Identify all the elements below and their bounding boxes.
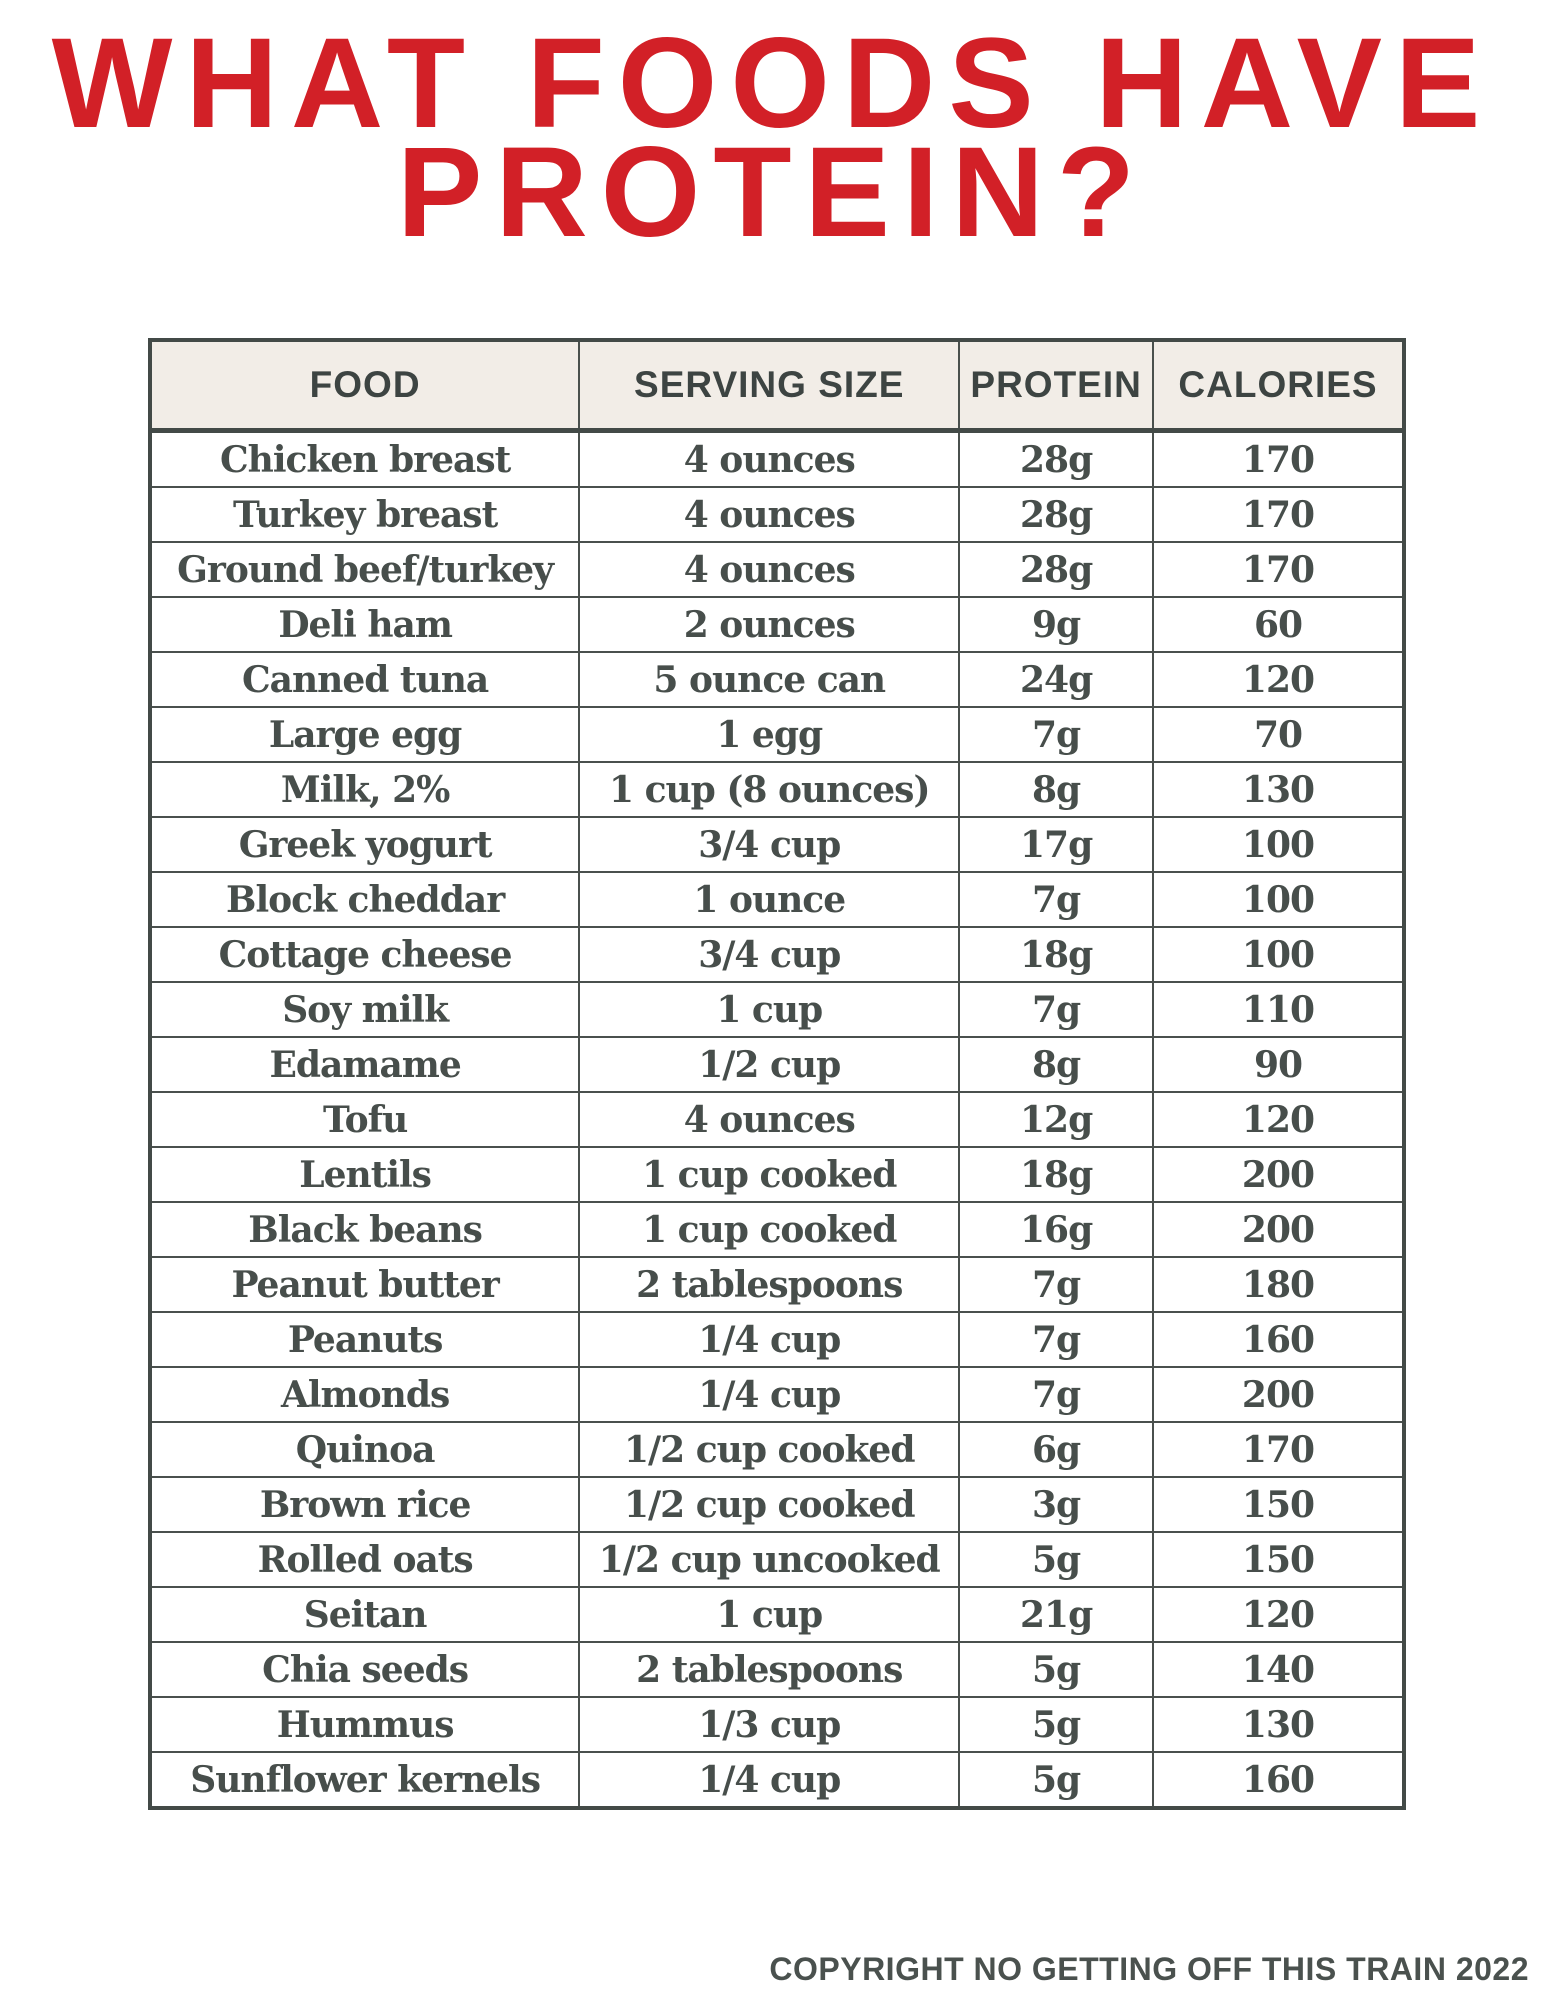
cell-food: Turkey breast: [233, 493, 498, 536]
table-body: [152, 433, 1402, 1806]
cell-calories: 110: [1152, 983, 1402, 1036]
cell-serving-size: 1/2 cup: [578, 1038, 958, 1091]
cell-calories: 120: [1152, 653, 1402, 706]
cell-protein: 7g: [958, 873, 1152, 926]
cell-food: Milk, 2%: [280, 768, 450, 811]
cell-protein: 8g: [958, 763, 1152, 816]
cell-protein: 24g: [958, 653, 1152, 706]
cell-food: Almonds: [280, 1373, 450, 1416]
column-header-calories: CALORIES: [1152, 342, 1402, 428]
cell-serving-size: 5 ounce can: [578, 653, 958, 706]
cell-protein: 21g: [958, 1588, 1152, 1641]
cell-protein: 28g: [958, 543, 1152, 596]
cell-food: Tofu: [322, 1098, 408, 1141]
cell-food: Rolled oats: [257, 1538, 473, 1581]
table-row: [152, 1588, 1402, 1643]
cell-serving-size: 4 ounces: [578, 543, 958, 596]
cell-serving-size: 1 ounce: [578, 873, 958, 926]
table-row: [152, 488, 1402, 543]
cell-serving-size: 1/3 cup: [578, 1698, 958, 1751]
cell-protein: 28g: [958, 433, 1152, 486]
column-header-protein: PROTEIN: [958, 342, 1152, 428]
cell-calories: 150: [1152, 1478, 1402, 1531]
cell-food: Chia seeds: [262, 1648, 469, 1691]
cell-serving-size: 2 ounces: [578, 598, 958, 651]
table-row: [152, 1093, 1402, 1148]
cell-calories: 100: [1152, 818, 1402, 871]
table-row: [152, 653, 1402, 708]
cell-food: Quinoa: [295, 1428, 435, 1471]
cell-serving-size: 2 tablespoons: [578, 1643, 958, 1696]
cell-serving-size: 1/2 cup cooked: [578, 1423, 958, 1476]
table-row: [152, 708, 1402, 763]
cell-calories: 140: [1152, 1643, 1402, 1696]
cell-food: Seitan: [303, 1593, 427, 1636]
cell-calories: 170: [1152, 543, 1402, 596]
cell-food: Black beans: [248, 1208, 482, 1251]
cell-calories: 150: [1152, 1533, 1402, 1586]
cell-protein: 17g: [958, 818, 1152, 871]
cell-protein: 18g: [958, 1148, 1152, 1201]
table-row: [152, 1753, 1402, 1806]
cell-calories: 200: [1152, 1203, 1402, 1256]
cell-protein: 28g: [958, 488, 1152, 541]
cell-food: Brown rice: [259, 1483, 471, 1526]
cell-food: Edamame: [269, 1043, 461, 1086]
cell-serving-size: 1 cup cooked: [578, 1203, 958, 1256]
cell-serving-size: 1/4 cup: [578, 1313, 958, 1366]
cell-serving-size: 4 ounces: [578, 433, 958, 486]
table-row: [152, 1368, 1402, 1423]
table-row: [152, 818, 1402, 873]
cell-calories: 130: [1152, 763, 1402, 816]
cell-calories: 170: [1152, 1423, 1402, 1476]
title-line-2: PROTEIN?: [396, 120, 1149, 264]
cell-calories: 130: [1152, 1698, 1402, 1751]
protein-table: [148, 338, 1406, 1810]
cell-serving-size: 2 tablespoons: [578, 1258, 958, 1311]
cell-calories: 100: [1152, 873, 1402, 926]
cell-serving-size: 1 cup (8 ounces): [578, 763, 958, 816]
column-header-serving-size: SERVING SIZE: [578, 342, 958, 428]
table-row: [152, 1148, 1402, 1203]
cell-protein: 5g: [958, 1698, 1152, 1751]
table-row: [152, 598, 1402, 653]
cell-calories: 170: [1152, 488, 1402, 541]
cell-protein: 5g: [958, 1533, 1152, 1586]
cell-calories: 200: [1152, 1368, 1402, 1421]
cell-calories: 90: [1152, 1038, 1402, 1091]
cell-serving-size: 1 cup: [578, 983, 958, 1036]
cell-food: Peanut butter: [231, 1263, 499, 1306]
cell-protein: 7g: [958, 1368, 1152, 1421]
cell-serving-size: 1/2 cup cooked: [578, 1478, 958, 1531]
table-row: [152, 1423, 1402, 1478]
cell-serving-size: 1 cup cooked: [578, 1148, 958, 1201]
cell-serving-size: 3/4 cup: [578, 818, 958, 871]
cell-calories: 120: [1152, 1093, 1402, 1146]
table-row: [152, 543, 1402, 598]
table-row: [152, 1038, 1402, 1093]
cell-calories: 70: [1152, 708, 1402, 761]
table-row: [152, 1258, 1402, 1313]
cell-calories: 120: [1152, 1588, 1402, 1641]
table-row: [152, 1478, 1402, 1533]
cell-serving-size: 1/4 cup: [578, 1753, 958, 1806]
cell-protein: 5g: [958, 1753, 1152, 1806]
table-row: [152, 1533, 1402, 1588]
cell-calories: 180: [1152, 1258, 1402, 1311]
cell-protein: 3g: [958, 1478, 1152, 1531]
cell-food: Block cheddar: [226, 878, 505, 921]
cell-food: Ground beef/turkey: [177, 548, 554, 591]
cell-food: Sunflower kernels: [190, 1758, 540, 1801]
table-row: [152, 873, 1402, 928]
cell-food: Hummus: [276, 1703, 454, 1746]
cell-food: Canned tuna: [242, 658, 489, 701]
cell-protein: 8g: [958, 1038, 1152, 1091]
cell-protein: 9g: [958, 598, 1152, 651]
cell-protein: 7g: [958, 1313, 1152, 1366]
table-row: [152, 928, 1402, 983]
cell-calories: 100: [1152, 928, 1402, 981]
cell-food: Large egg: [268, 713, 462, 756]
cell-calories: 170: [1152, 433, 1402, 486]
table-header-row: [152, 342, 1402, 433]
cell-protein: 6g: [958, 1423, 1152, 1476]
cell-food: Peanuts: [287, 1318, 443, 1361]
title-line-1: WHAT FOODS HAVE: [51, 12, 1494, 155]
cell-serving-size: 1/2 cup uncooked: [578, 1533, 958, 1586]
cell-serving-size: 1 egg: [578, 708, 958, 761]
cell-calories: 200: [1152, 1148, 1402, 1201]
copyright-text: COPYRIGHT NO GETTING OFF THIS TRAIN 2022: [769, 1951, 1529, 1987]
cell-food: Lentils: [299, 1153, 431, 1196]
cell-calories: 160: [1152, 1753, 1402, 1806]
cell-food: Cottage cheese: [218, 933, 512, 976]
table-row: [152, 983, 1402, 1038]
cell-food: Greek yogurt: [238, 823, 492, 866]
table-row: [152, 433, 1402, 488]
cell-protein: 16g: [958, 1203, 1152, 1256]
cell-protein: 12g: [958, 1093, 1152, 1146]
cell-protein: 7g: [958, 983, 1152, 1036]
column-header-food: FOOD: [309, 364, 421, 405]
cell-serving-size: 3/4 cup: [578, 928, 958, 981]
cell-food: Chicken breast: [220, 438, 511, 481]
table-row: [152, 1203, 1402, 1258]
page-title: [0, 12, 1545, 264]
cell-food: Soy milk: [282, 988, 449, 1031]
cell-serving-size: 4 ounces: [578, 1093, 958, 1146]
cell-serving-size: 4 ounces: [578, 488, 958, 541]
cell-protein: 18g: [958, 928, 1152, 981]
table-row: [152, 1643, 1402, 1698]
cell-serving-size: 1/4 cup: [578, 1368, 958, 1421]
table-row: [152, 763, 1402, 818]
cell-protein: 7g: [958, 708, 1152, 761]
cell-protein: 5g: [958, 1643, 1152, 1696]
table-row: [152, 1698, 1402, 1753]
cell-protein: 7g: [958, 1258, 1152, 1311]
cell-calories: 60: [1152, 598, 1402, 651]
table-row: [152, 1313, 1402, 1368]
cell-calories: 160: [1152, 1313, 1402, 1366]
cell-serving-size: 1 cup: [578, 1588, 958, 1641]
cell-food: Deli ham: [278, 603, 452, 646]
